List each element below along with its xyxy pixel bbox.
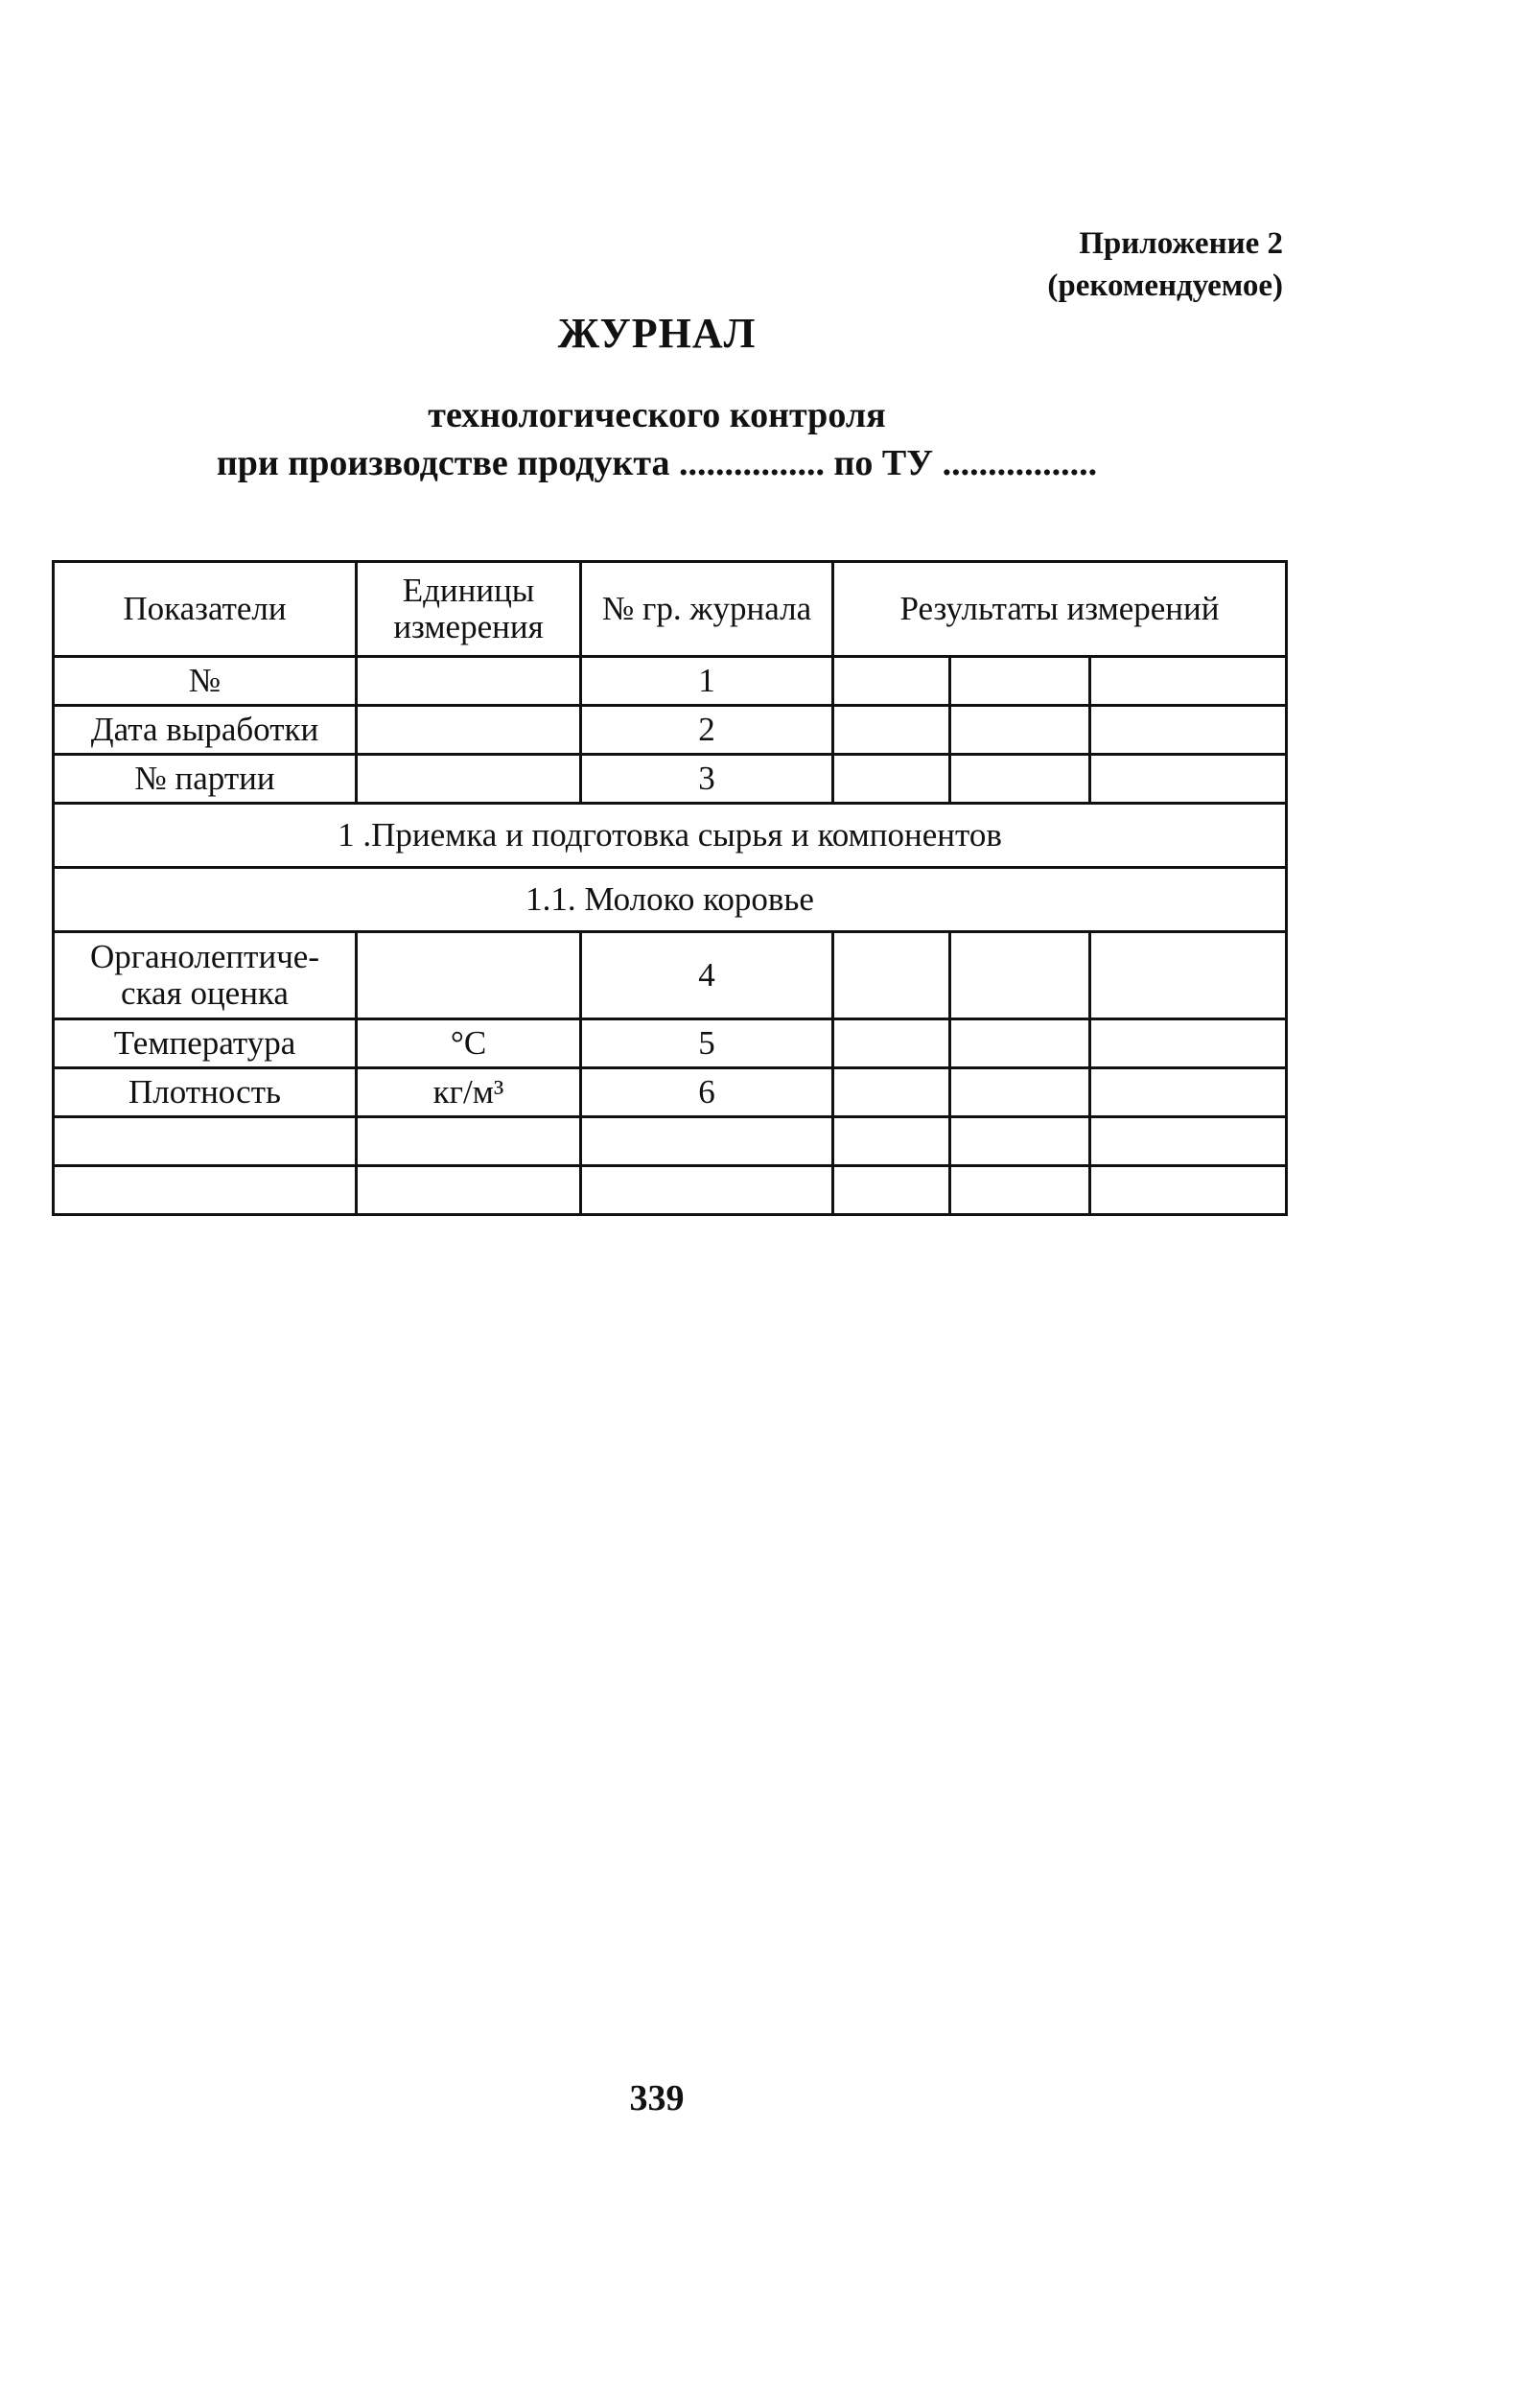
page-number: 339 [629, 2078, 685, 2118]
subtitle-line-1: технологического контроля [428, 395, 886, 435]
empty-cell [357, 1117, 581, 1166]
row-group-no: 6 [581, 1068, 833, 1117]
result-cell [1090, 1019, 1287, 1068]
header-row [54, 562, 1287, 657]
row-group-no: 3 [581, 755, 833, 804]
table-row [54, 706, 1287, 755]
header-indicator: Показатели [54, 562, 357, 657]
empty-row [54, 1117, 1287, 1166]
empty-row [54, 1166, 1287, 1215]
empty-cell [581, 1117, 833, 1166]
result-cell [950, 1166, 1090, 1215]
section-heading: 1 .Приемка и подготовка сырья и компонентов [54, 804, 1287, 868]
subtitle-line-2: при производстве продукта ................ по ТУ ................. [216, 443, 1098, 483]
control-journal-table [52, 560, 1288, 1216]
empty-cell [54, 1166, 357, 1215]
result-cell [1090, 1068, 1287, 1117]
section-row [54, 804, 1287, 868]
result-cell [833, 1068, 950, 1117]
result-cell [833, 706, 950, 755]
result-cell [833, 1166, 950, 1215]
result-cell [1090, 932, 1287, 1019]
result-cell [1090, 755, 1287, 804]
row-unit [357, 657, 581, 706]
appendix-status: (рекомендуемое) [1047, 269, 1283, 303]
row-unit [357, 755, 581, 804]
header-group-no: № гр. журнала [581, 562, 833, 657]
document-subtitle [0, 391, 1314, 487]
row-group-no: 2 [581, 706, 833, 755]
result-cell [833, 657, 950, 706]
result-cell [950, 1068, 1090, 1117]
result-cell [833, 755, 950, 804]
table-row [54, 657, 1287, 706]
result-cell [950, 755, 1090, 804]
result-cell [950, 657, 1090, 706]
result-cell [1090, 1117, 1287, 1166]
result-cell [950, 1117, 1090, 1166]
result-cell [1090, 706, 1287, 755]
result-cell [950, 706, 1090, 755]
row-indicator: Дата выработки [54, 706, 357, 755]
empty-cell [357, 1166, 581, 1215]
row-group-no: 5 [581, 1019, 833, 1068]
row-group-no: 1 [581, 657, 833, 706]
row-indicator: Плотность [54, 1068, 357, 1117]
row-indicator: № партии [54, 755, 357, 804]
result-cell [1090, 1166, 1287, 1215]
row-unit: кг/м³ [357, 1068, 581, 1117]
table-row [54, 1019, 1287, 1068]
result-cell [950, 932, 1090, 1019]
result-cell [833, 1019, 950, 1068]
row-group-no: 4 [581, 932, 833, 1019]
result-cell [1090, 657, 1287, 706]
result-cell [833, 1117, 950, 1166]
row-unit [357, 932, 581, 1019]
subsection-row [54, 868, 1287, 932]
header-results: Результаты измерений [833, 562, 1287, 657]
row-indicator: № [54, 657, 357, 706]
row-indicator: Температура [54, 1019, 357, 1068]
row-unit [357, 706, 581, 755]
empty-cell [581, 1166, 833, 1215]
row-unit: °С [357, 1019, 581, 1068]
header-units: Единицы измерения [357, 562, 581, 657]
result-cell [950, 1019, 1090, 1068]
table-row [54, 932, 1287, 1019]
document-title: ЖУРНАЛ [557, 310, 757, 357]
table-row [54, 755, 1287, 804]
result-cell [833, 932, 950, 1019]
subsection-heading: 1.1. Молоко коровье [54, 868, 1287, 932]
table-row [54, 1068, 1287, 1117]
appendix-number: Приложение 2 [1079, 226, 1283, 261]
row-indicator: Органолептиче-ская оценка [54, 932, 357, 1019]
empty-cell [54, 1117, 357, 1166]
appendix-label [1047, 222, 1283, 307]
